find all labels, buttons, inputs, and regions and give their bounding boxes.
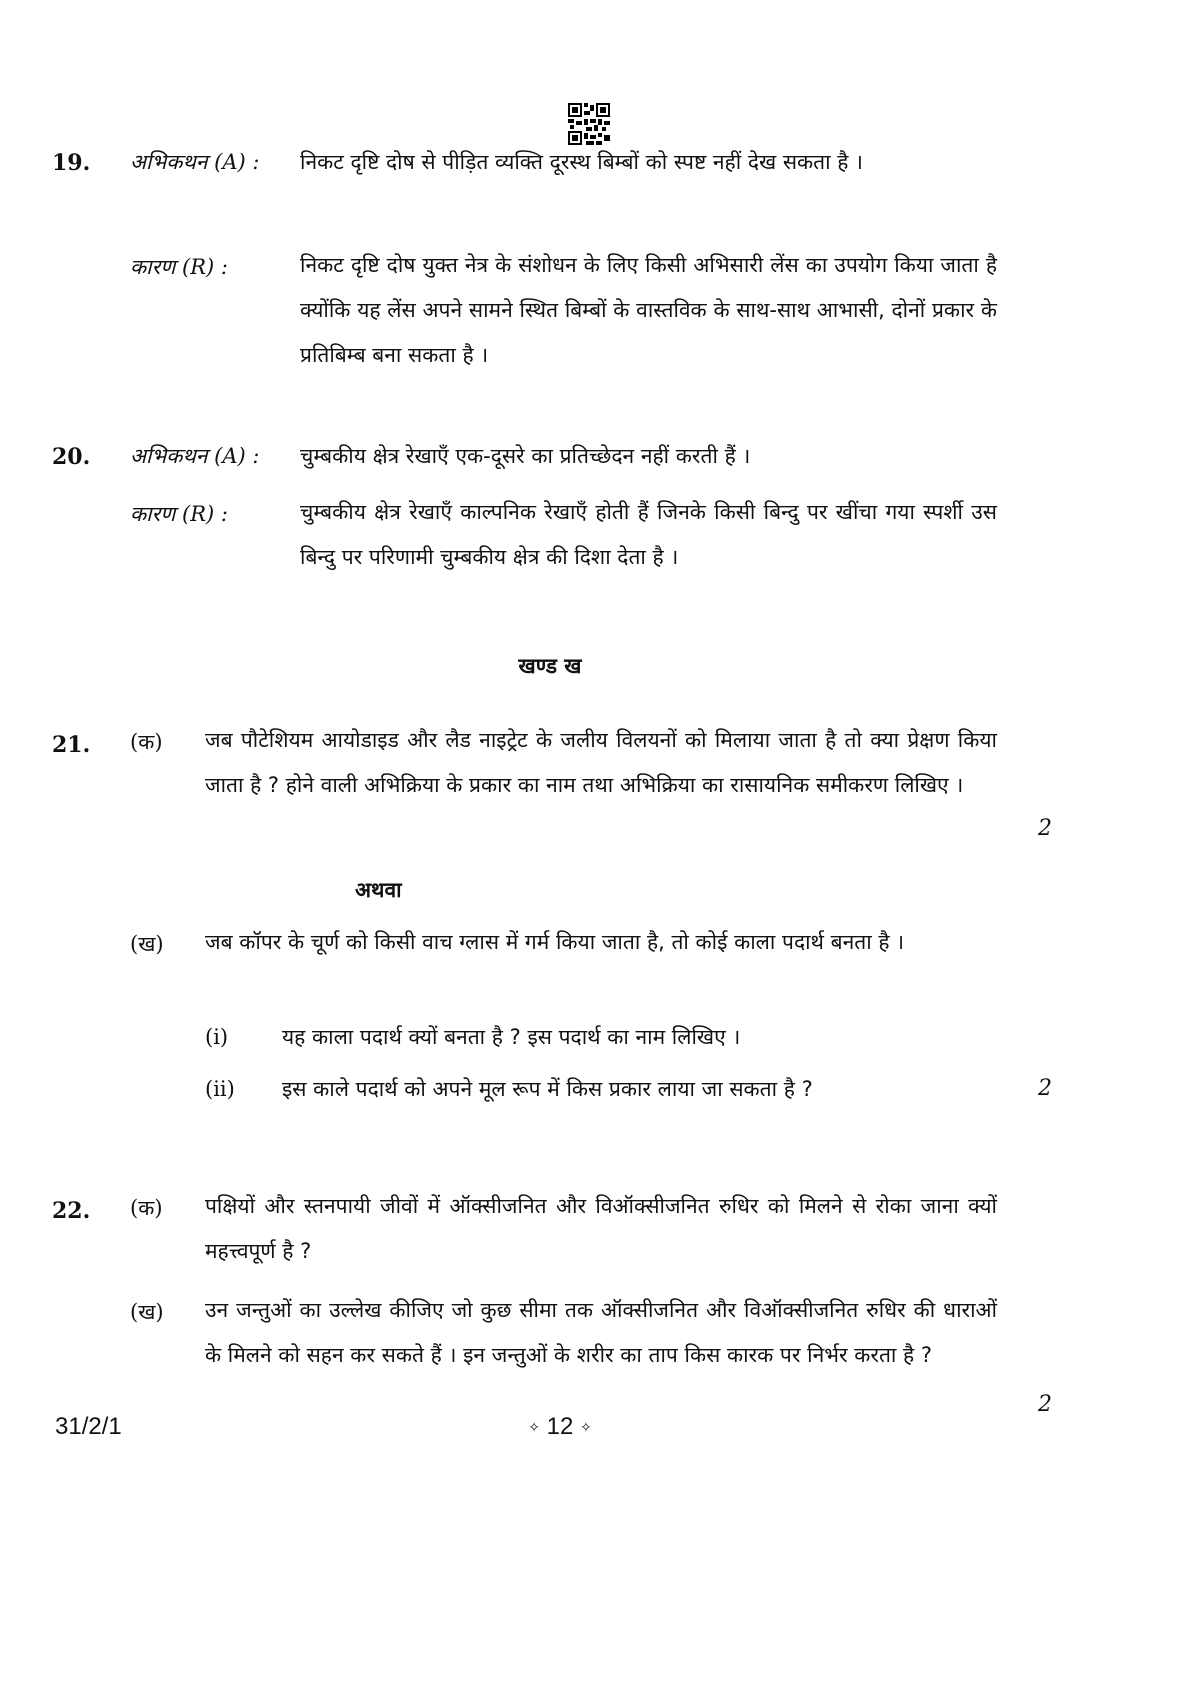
part-text: उन जन्तुओं का उल्लेख कीजिए जो कुछ सीमा तक ऑक्सीजनित और विऑक्सीजनित रुधिर की धाराओं के मिलने को सहन कर सकते हैं । इन जन्तुओं के शरीर का ताप किस कारक पर निर्भर करता है ? (205, 1298, 997, 1367)
page-number-block (505, 1413, 615, 1441)
question-number: 19. (52, 150, 91, 176)
section-heading: खण्ड ख (518, 654, 582, 678)
reason-label: कारण (R) : (130, 502, 228, 526)
sub-part-text: यह काला पदार्थ क्यों बनता है ? इस पदार्थ का नाम लिखिए । (282, 1025, 741, 1049)
reason-text: चुम्बकीय क्षेत्र रेखाएँ काल्पनिक रेखाएँ होती हैं जिनके किसी बिन्दु पर खींचा गया स्पर्शी उस बिन्दु पर परिणामी चुम्बकीय क्षेत्र की दिशा देता है । (300, 500, 997, 569)
sub-part-label: (ii) (205, 1077, 235, 1101)
question-number: 22. (52, 1198, 91, 1224)
marks: 2 (1038, 1076, 1052, 1101)
part-text: पक्षियों और स्तनपायी जीवों में ऑक्सीजनित और विऑक्सीजनित रुधिर को मिलने से रोका जाना क्यों महत्त्वपूर्ण है ? (205, 1194, 997, 1263)
marks: 2 (1038, 1392, 1052, 1417)
part-text: जब कॉपर के चूर्ण को किसी वाच ग्लास में गर्म किया जाता है, तो कोई काला पदार्थ बनता है । (205, 930, 905, 954)
marks: 2 (1038, 816, 1052, 841)
assertion-text: चुम्बकीय क्षेत्र रेखाएँ एक-दूसरे का प्रतिच्छेदन नहीं करती हैं । (300, 444, 751, 468)
ornament-icon: ✧ (580, 1419, 592, 1436)
assertion-text: निकट दृष्टि दोष से पीड़ित व्यक्ति दूरस्थ बिम्बों को स्पष्ट नहीं देख सकता है । (300, 150, 864, 174)
part-label: (ख) (130, 1300, 164, 1324)
sub-part-label: (i) (205, 1025, 229, 1049)
assertion-label: अभिकथन (A) : (130, 444, 260, 468)
reason-text: निकट दृष्टि दोष युक्त नेत्र के संशोधन के लिए किसी अभिसारी लेंस का उपयोग किया जाता है क्योंकि यह लेंस अपने सामने स्थित बिम्बों के वास्तविक के साथ-साथ आभासी, दोनों प्रकार के प्रतिबिम्ब बना सकता है । (300, 253, 997, 367)
part-label: (क) (130, 730, 163, 754)
page-number: 12 (546, 1413, 574, 1440)
sub-part-text: इस काले पदार्थ को अपने मूल रूप में किस प्रकार लाया जा सकता है ? (282, 1077, 813, 1101)
part-label: (क) (130, 1196, 163, 1220)
paper-code: 31/2/1 (55, 1413, 122, 1440)
assertion-label: अभिकथन (A) : (130, 150, 260, 174)
or-label: अथवा (355, 878, 402, 902)
question-number: 21. (52, 732, 91, 758)
question-number: 20. (52, 444, 91, 470)
qr-code-icon (568, 103, 610, 145)
part-text: जब पौटेशियम आयोडाइड और लैड नाइट्रेट के जलीय विलयनों को मिलाया जाता है तो क्या प्रेक्षण किया जाता है ? होने वाली अभिक्रिया के प्रकार का नाम तथा अभिक्रिया का रासायनिक समीकरण लिखिए । (205, 728, 997, 797)
reason-label: कारण (R) : (130, 255, 228, 279)
ornament-icon: ✧ (528, 1419, 540, 1436)
part-label: (ख) (130, 932, 164, 956)
